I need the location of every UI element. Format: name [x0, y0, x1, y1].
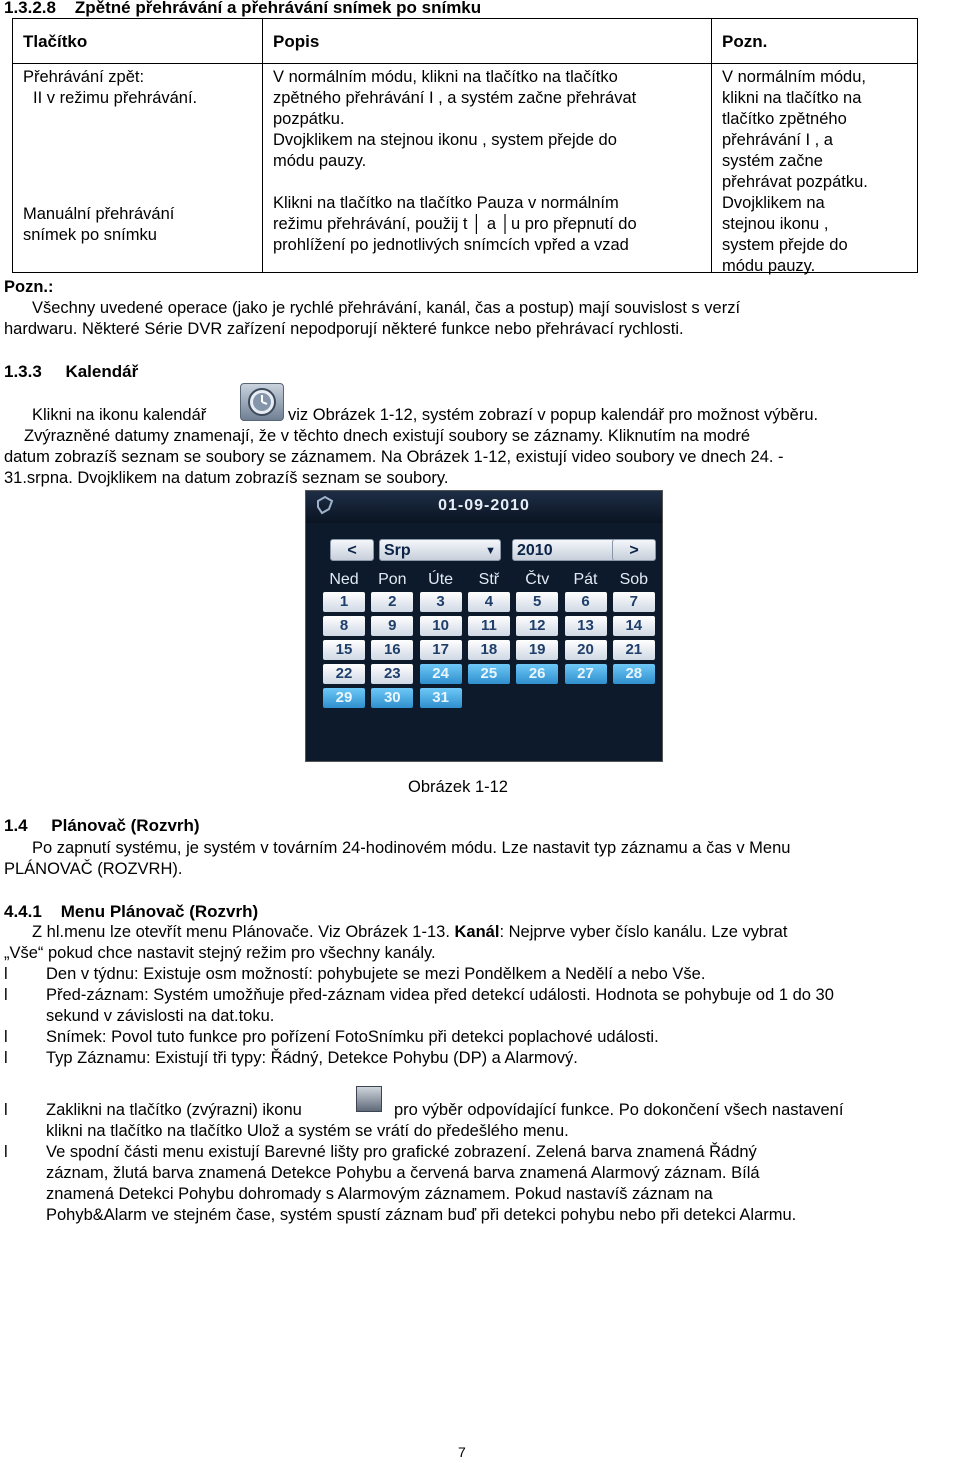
cell-text: snímek po snímku: [23, 226, 157, 244]
figure-caption: Obrázek 1-12: [408, 778, 508, 796]
paragraph: Klikni na ikonu kalendář: [32, 406, 207, 424]
calendar-day[interactable]: 22: [323, 664, 365, 684]
cell-text: tlačítko zpětného: [722, 110, 847, 128]
calendar-day[interactable]: 13: [565, 616, 607, 636]
cell-text: V normálním módu,: [722, 68, 866, 86]
paragraph: Po zapnutí systému, je systém v továrním 24-hodinovém módu. Lze nastavit typ záznamu a čas v Menu: [32, 839, 791, 857]
paragraph: PLÁNOVAČ (ROZVRH).: [4, 860, 183, 878]
cell-text: Manuální přehrávání: [23, 205, 175, 223]
cell-text: přehrávání I , a: [722, 131, 833, 149]
cell-text: módu pauzy.: [722, 257, 816, 275]
cell-text: V normálním módu, klikni na tlačítko na tlačítko: [273, 68, 618, 86]
bullet-text: Den v týdnu: Existuje osm možností: pohybujete se mezi Pondělkem a Nedělí a nebo Vše.: [46, 965, 706, 983]
calendar-date-title: 01-09-2010: [438, 497, 530, 514]
calendar-clock-icon[interactable]: [240, 383, 284, 421]
cell-text: systém začne: [722, 152, 823, 170]
calendar-day[interactable]: 23: [371, 664, 413, 684]
bullet-text: záznam, žlutá barva znamená Detekce Pohybu a červená barva znamená Alarmový záznam. Bílá: [46, 1164, 760, 1182]
section-title: Zpětné přehrávání a přehrávání snímek po snímku: [74, 0, 482, 17]
menu-heading: [4, 902, 258, 922]
cell-text: klikni na tlačítko na: [722, 89, 862, 107]
calendar-empty-cell: [613, 688, 655, 708]
table-row: [13, 64, 918, 273]
weekday-label: Pát: [573, 571, 598, 588]
menu-section-title: Menu Plánovač (Rozvrh): [60, 902, 259, 921]
bullet-text: Typ Záznamu: Existují tři typy: Řádný, Detekce Pohybu (DP) a Alarmový.: [46, 1049, 578, 1067]
bullet-text: Snímek: Povol tuto funkce pro pořízení FotoSnímku při detekci poplachové události.: [46, 1028, 659, 1046]
calendar-day[interactable]: 6: [565, 592, 607, 612]
cell-text: přehrávat pozpátku.: [722, 173, 868, 191]
calendar-day[interactable]: 19: [516, 640, 558, 660]
calendar-day[interactable]: 7: [613, 592, 655, 612]
cell-text: Dvojklikem na stejnou ikonu , system přejde do: [273, 131, 617, 149]
calendar-empty-cell: [516, 688, 558, 708]
cell-text: stejnou ikonu ,: [722, 215, 829, 233]
table-cell-description: [263, 64, 712, 273]
calendar-section-title: Kalendář: [65, 362, 139, 381]
calendar-day-recorded[interactable]: 26: [516, 664, 558, 684]
planner-section-number: 1.4: [4, 816, 28, 835]
header-tlacitko: Tlačítko: [13, 19, 263, 64]
bullet: l: [4, 965, 8, 983]
calendar-day-recorded[interactable]: 30: [371, 688, 413, 708]
calendar-day[interactable]: 4: [468, 592, 510, 612]
bullet-text: Pohyb&Alarm ve stejném čase, systém spustí záznam buď při detekci pohybu nebo při detekci Alarmu.: [46, 1206, 797, 1224]
calendar-day[interactable]: 15: [323, 640, 365, 660]
calendar-day[interactable]: 8: [323, 616, 365, 636]
paragraph: datum zobrazíš seznam se soubory se záznamem. Na Obrázek 1-12, existují video soubory ve dnech 24. -: [4, 448, 784, 466]
weekday-label: Sob: [619, 571, 649, 588]
channel-label: Kanál: [454, 923, 500, 941]
cell-text: režimu přehrávání, použij t │ a │u pro přepnutí do: [273, 215, 637, 233]
calendar-heading: [4, 362, 138, 382]
bullet-text: Ve spodní části menu existují Barevné lišty pro grafické zobrazení. Zelená barva znamená Řádný: [46, 1143, 757, 1161]
weekday-label: Úte: [428, 571, 454, 588]
paragraph-text: Z hl.menu lze otevřít menu Plánovače. Viz Obrázek 1-13.: [32, 923, 450, 941]
cell-text: Přehrávání zpět:: [23, 68, 145, 86]
calendar-day[interactable]: 20: [565, 640, 607, 660]
header-popis: Popis: [263, 19, 712, 64]
paragraph: 31.srpna. Dvojklikem na datum zobrazíš seznam se soubory.: [4, 469, 449, 487]
calendar-day[interactable]: 3: [420, 592, 462, 612]
calendar-day[interactable]: 10: [420, 616, 462, 636]
calendar-day-recorded[interactable]: 24: [420, 664, 462, 684]
bullet-text: Zaklikni na tlačítko (zvýrazni) ikonu: [46, 1101, 302, 1119]
prev-month-button[interactable]: <: [330, 539, 374, 561]
weekday-label: Stř: [478, 571, 500, 588]
table-cell-button: [13, 64, 263, 273]
year-input[interactable]: 2010: [512, 539, 628, 561]
calendar-day-recorded[interactable]: 31: [420, 688, 462, 708]
calendar-day[interactable]: 16: [371, 640, 413, 660]
bullet: l: [4, 1101, 8, 1119]
bullet-text: sekund v závislosti na dat.toku.: [46, 1007, 275, 1025]
calendar-day-recorded[interactable]: 27: [565, 664, 607, 684]
cell-text: módu pauzy.: [273, 152, 367, 170]
setting-square-icon[interactable]: [356, 1086, 382, 1112]
calendar-popup: [305, 490, 663, 762]
weekday-label: Pon: [378, 571, 407, 588]
chevron-down-icon: ▼: [485, 545, 496, 557]
next-month-button[interactable]: >: [612, 539, 656, 561]
bullet: l: [4, 1028, 8, 1046]
menu-section-number: 4.4.1: [4, 902, 42, 921]
calendar-day[interactable]: 1: [323, 592, 365, 612]
bullet: l: [4, 1049, 8, 1067]
bullet: l: [4, 986, 8, 1004]
paragraph: viz Obrázek 1-12, systém zobrazí v popup kalendář pro možnost výběru.: [288, 406, 819, 424]
calendar-day[interactable]: 18: [468, 640, 510, 660]
calendar-titlebar: [306, 491, 662, 523]
paragraph: Zvýrazněné datumy znamenají, že v těchto dnech existují soubory se záznamy. Kliknutím na modré: [24, 427, 751, 445]
calendar-day[interactable]: 12: [516, 616, 558, 636]
calendar-day[interactable]: 17: [420, 640, 462, 660]
cell-text: II v režimu přehrávání.: [33, 89, 198, 107]
calendar-section-number: 1.3.3: [4, 362, 42, 381]
table-header-row: [13, 19, 918, 64]
weekday-label: Ned: [329, 571, 359, 588]
calendar-day[interactable]: 21: [613, 640, 655, 660]
calendar-empty-cell: [565, 688, 607, 708]
calendar-day-recorded[interactable]: 25: [468, 664, 510, 684]
month-select[interactable]: [379, 539, 501, 561]
calendar-empty-cell: [468, 688, 510, 708]
cell-text: pozpátku.: [273, 110, 345, 128]
planner-heading: [4, 816, 200, 836]
bullet: l: [4, 1143, 8, 1161]
weekday-label: Čtv: [525, 571, 550, 588]
page-number: 7: [458, 1444, 466, 1460]
cell-text: prohlížení po jednotlivých snímcích vpřed a vzad: [273, 236, 629, 254]
bullet-text: klikni na tlačítko na tlačítko Ulož a systém se vrátí do předešlého menu.: [46, 1122, 569, 1140]
note-text: hardwaru. Některé Série DVR zařízení nepodporují některé funkce nebo přehrávací rychlosti.: [4, 320, 684, 338]
note-text: Všechny uvedené operace (jako je rychlé přehrávání, kanál, čas a postup) mají souvislost s verzí: [32, 299, 741, 317]
section-number: 1.3.2.8: [4, 0, 56, 17]
note-label: Pozn.:: [4, 278, 54, 296]
section-heading: [4, 0, 481, 18]
cell-text: Klikni na tlačítko na tlačítko Pauza v normálním: [273, 194, 619, 212]
calendar-day[interactable]: 9: [371, 616, 413, 636]
calendar-day-recorded[interactable]: 29: [323, 688, 365, 708]
paragraph: „Vše“ pokud chce nastavit stejný režim pro všechny kanály.: [4, 944, 436, 962]
table-cell-note: [712, 64, 918, 273]
bullet-text: Před-záznam: Systém umožňuje před-záznam videa před detekcí události. Hodnota se pohybuje od 1 do 30: [46, 986, 834, 1004]
paragraph: [32, 923, 787, 942]
button-description-table: [12, 18, 918, 273]
calendar-day[interactable]: 5: [516, 592, 558, 612]
bullet-text: znamená Detekci Pohybu dohromady s Alarmovým záznamem. Pokud nastavíš záznam na: [46, 1185, 713, 1203]
calendar-day-recorded[interactable]: 28: [613, 664, 655, 684]
month-value: Srp: [384, 542, 411, 559]
cell-text: system přejde do: [722, 236, 848, 254]
clock-icon: [241, 384, 283, 420]
header-pozn: Pozn.: [712, 19, 918, 64]
calendar-day[interactable]: 14: [613, 616, 655, 636]
calendar-day[interactable]: 11: [468, 616, 510, 636]
calendar-day[interactable]: 2: [371, 592, 413, 612]
planner-section-title: Plánovač (Rozvrh): [51, 816, 200, 835]
bullet-text: pro výběr odpovídající funkce. Po dokončení všech nastavení: [394, 1101, 844, 1119]
paragraph-text: : Nejprve vyber číslo kanálu. Lze vybrat: [499, 923, 788, 941]
cell-text: Dvojklikem na: [722, 194, 825, 212]
cell-text: zpětného přehrávání I , a systém začne přehrávat: [273, 89, 637, 107]
